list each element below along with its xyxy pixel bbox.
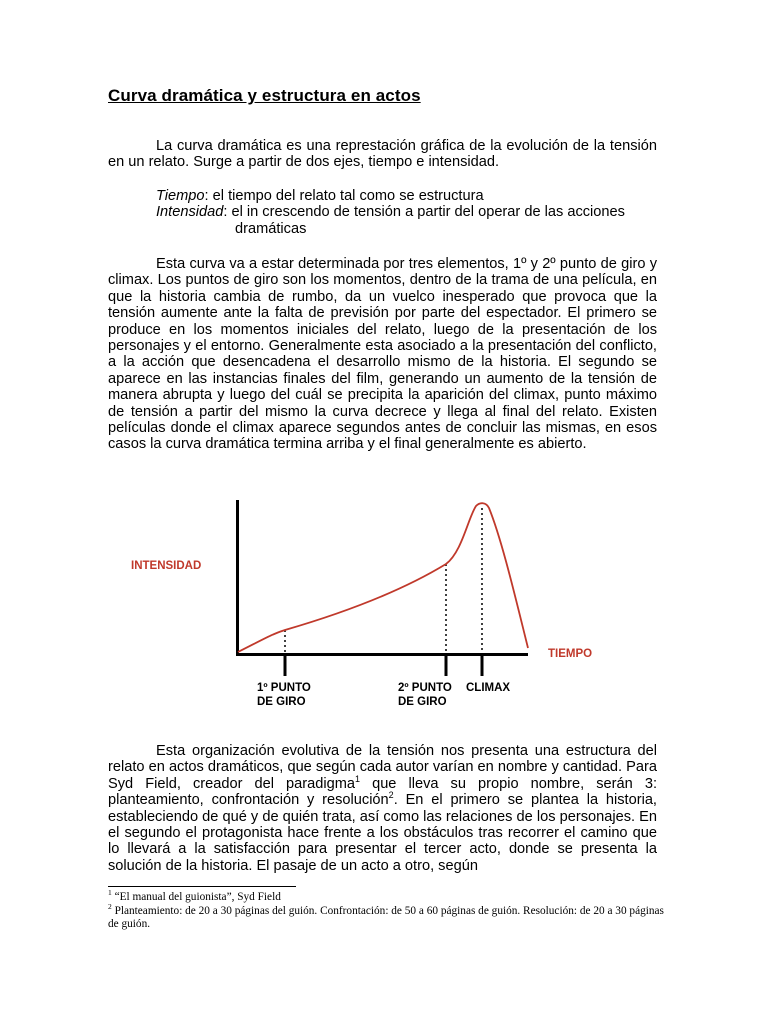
definition-tiempo-text: : el tiempo del relato tal como se estructura bbox=[204, 188, 484, 204]
dramatic-curve bbox=[238, 503, 528, 652]
footnote-ref-1: 1 bbox=[355, 773, 361, 784]
term-intensidad: Intensidad bbox=[156, 204, 224, 221]
marker-label-climax: CLIMAX bbox=[466, 682, 511, 694]
definition-intensidad-text: : el in crescendo de tensión a partir del operar de las acciones bbox=[223, 204, 625, 221]
y-axis-label: INTENSIDAD bbox=[131, 560, 202, 572]
footnote-1 bbox=[108, 888, 668, 905]
definition-tiempo bbox=[156, 188, 666, 204]
body-paragraph-2: Esta curva va a estar determinada por tres elementos, 1º y 2º punto de giro y climax. Los puntos de giro son los momentos, dentro de la trama de una película, en que la historia cambia de rumbo, da un vuelco inesperado que provoca que la tensión aumente ante la falta de previsión por parte del espectador. El primero se produce en los momentos iniciales del relato, luego de la presentación de los personajes y el entorno. Generalmente esta asociado a la presentación del conflicto, a la acción que desencadena el desarrollo mismo de la historia. El segundo se aparece en las instancias finales del film, generando un aumento de la tensión de manera abrupta y luego del cuál se precipita la aparición del climax, punto máximo de tensión a partir del mismo la curva decrece y llega al final del relato. Existen películas donde el climax aparece segundos antes de concluir las mismas, en esos casos la curva dramática termina arriba y el final generalmente es abierto. bbox=[108, 256, 657, 453]
marker-label-second-line1: 2º PUNTO bbox=[398, 682, 452, 694]
footnote-2-number: 2 bbox=[108, 901, 112, 911]
paragraph3-part3: . En el primero se plantea la historia, estableciendo de qué y de quién trata, así como las relaciones de los personajes. En el segundo el protagonista hace frente a los obstáculos tras recorrer el camino que lo llevará a la satisfacción para presentar el tercer acto, donde se presenta la solución de la historia. El pasaje de un acto a otro, según bbox=[108, 792, 657, 874]
definition-intensidad bbox=[156, 204, 666, 237]
footnote-divider bbox=[108, 886, 296, 887]
paragraph3-part1: Esta organización evolutiva de la tensión nos presenta una estructura del relato en actos dramáticos, que según cada autor varían en nombre y cantidad. Para Syd Field, creador del paradigma bbox=[108, 743, 657, 792]
definition-intensidad-continuation: dramáticas bbox=[235, 220, 307, 237]
footnote-2 bbox=[108, 901, 668, 932]
footnote-2-text: Planteamiento: de 20 a 30 páginas del guión. Confrontación: de 50 a 60 páginas de guión. Resolución: de 20 a 30 páginas de guión. bbox=[108, 904, 664, 931]
footnote-ref-2: 2 bbox=[388, 790, 394, 801]
marker-label-first-line1: 1º PUNTO bbox=[257, 682, 311, 694]
definitions-block bbox=[156, 188, 666, 237]
paragraph3-part2: que lleva su propio nombre, serán 3: planteamiento, confrontación y resolución bbox=[108, 775, 657, 809]
footnote-1-number: 1 bbox=[108, 888, 112, 898]
term-tiempo: Tiempo bbox=[156, 188, 205, 204]
marker-label-first-line2: DE GIRO bbox=[257, 696, 306, 708]
footnotes bbox=[108, 888, 668, 932]
intro-paragraph: La curva dramática es una represtación gráfica de la evolución de la tensión en un relato. Surge a partir de dos ejes, tiempo e intensidad. bbox=[108, 138, 657, 171]
body-paragraph-3 bbox=[108, 743, 657, 874]
footnote-1-text: “El manual del guionista”, Syd Field bbox=[111, 891, 281, 903]
x-axis-label: TIEMPO bbox=[548, 648, 593, 660]
dramatic-curve-chart bbox=[0, 480, 768, 720]
page-title: Curva dramática y estructura en actos bbox=[108, 86, 421, 105]
marker-label-second-line2: DE GIRO bbox=[398, 696, 447, 708]
